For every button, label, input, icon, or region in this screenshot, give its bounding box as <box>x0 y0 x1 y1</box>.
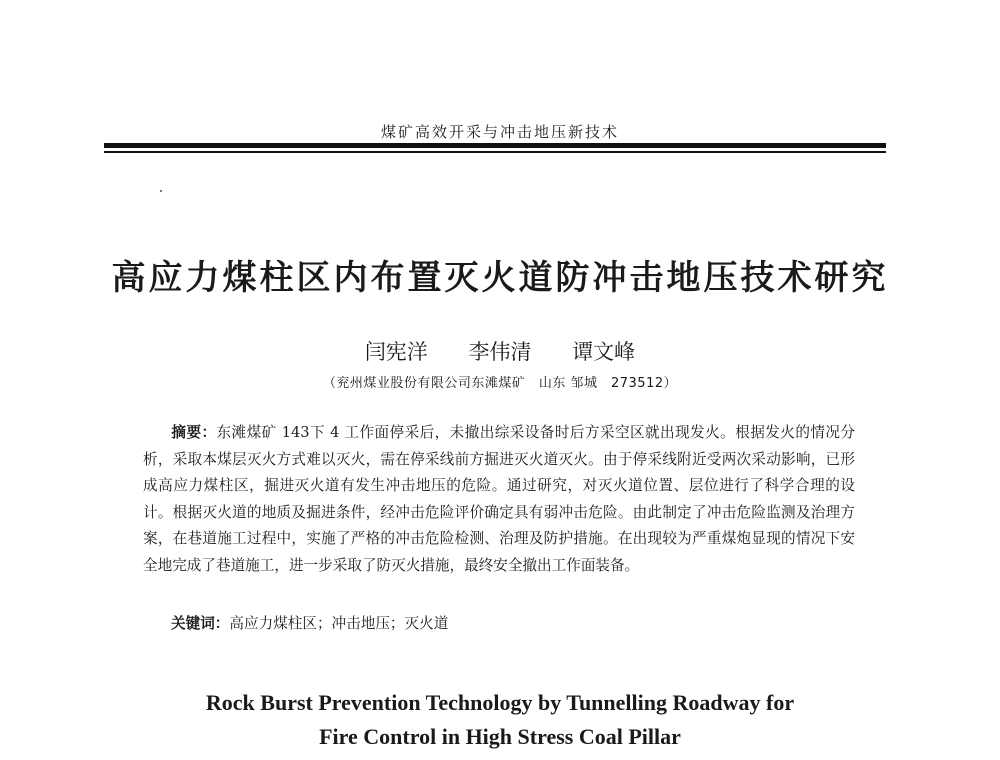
header-rule-thick <box>104 143 886 148</box>
keywords <box>171 612 448 633</box>
author-name: 李伟清 <box>468 340 532 364</box>
keywords-text: 高应力煤柱区；冲击地压；灭火道 <box>229 615 449 632</box>
header-rule-thin <box>104 151 886 153</box>
paper-title-chinese: 高应力煤柱区内布置灭火道防冲击地压技术研究 <box>111 258 889 298</box>
abstract-text: 东滩煤矿 143下 4 工作面停采后，未撤出综采设备时后方采空区就出现发火。根据发火的情况分析，采取本煤层灭火方式难以灭火，需在停采线前方掘进灭火道灭火。由于停采线附近受两次采动影响，已形成高应力煤柱区，掘进灭火道有发生冲击地压的危险。通过研究，对灭火道位置、层位进行了科学合理的设计。根据灭火道的地质及掘进条件，经冲击危险评价确定具有弱冲击危险。由此制定了冲击危险监测及治理方案，在巷道施工过程中，实施了严格的冲击危险检测、治理及防护措施。在出现较为严重煤炮显现的情况下安全地完成了巷道施工，进一步采取了防灭火措施，最终安全撤出工作面装备。 <box>143 424 855 574</box>
paper-title-english <box>0 686 1000 754</box>
author-affiliation: （兖州煤业股份有限公司东滩煤矿 山东 邹城 273512） <box>322 376 678 391</box>
author-name: 谭文峰 <box>572 340 636 364</box>
keywords-label: 关键词： <box>171 615 230 632</box>
title-en-line-1: Rock Burst Prevention Technology by Tunnelling Roadway for <box>205 690 795 715</box>
title-en-line-2: Fire Control in High Stress Coal Pillar <box>319 724 681 749</box>
author-name: 闫宪洋 <box>364 340 428 364</box>
scan-speck <box>160 190 162 192</box>
abstract-label: 摘要： <box>171 424 217 441</box>
running-header: 煤矿高效开采与冲击地压新技术 <box>380 123 619 141</box>
author-list <box>0 336 1000 366</box>
abstract <box>143 420 855 579</box>
